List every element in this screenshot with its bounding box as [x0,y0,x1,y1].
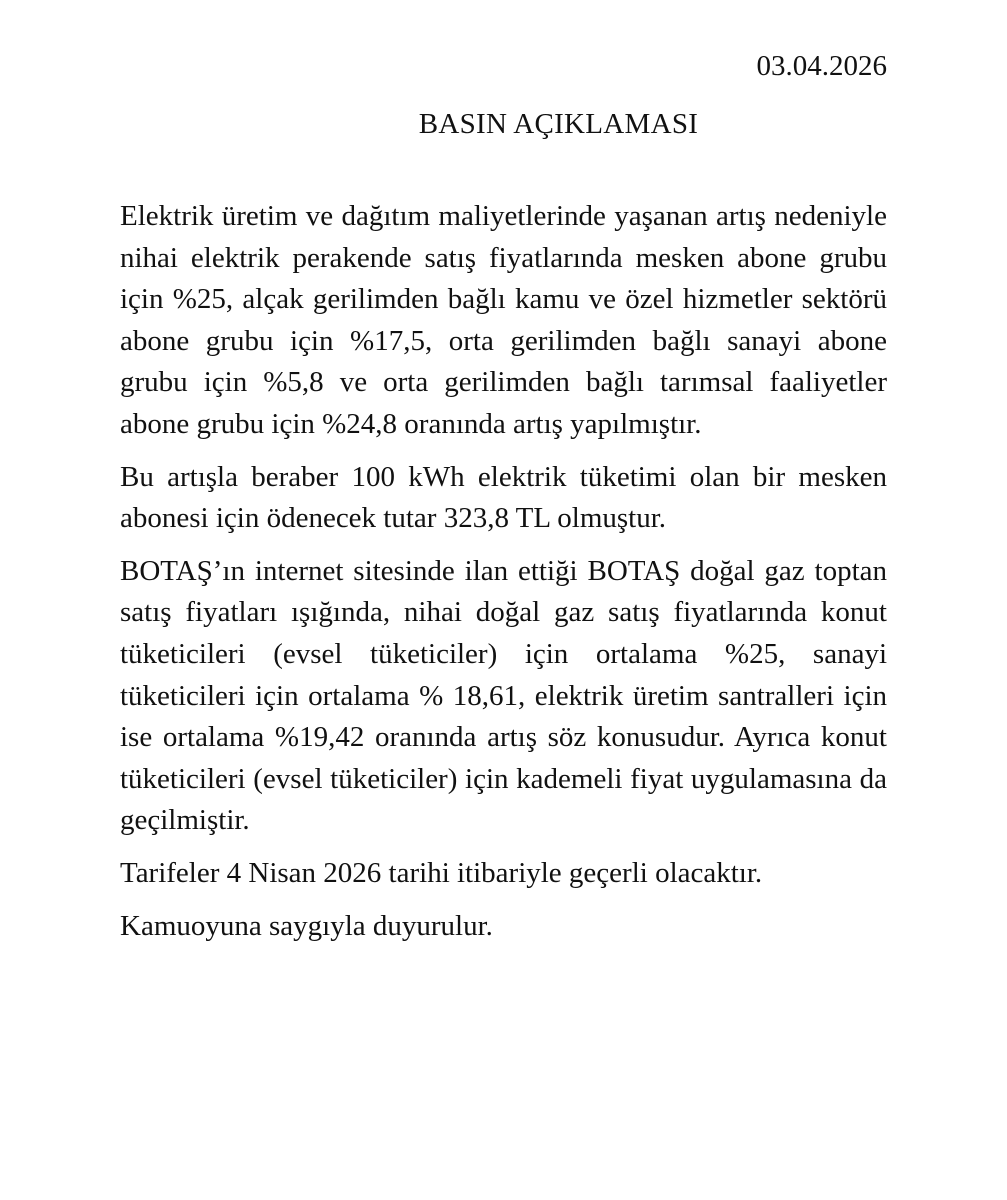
paragraph-effective-date: Tarifeler 4 Nisan 2026 tarihi itibariyle geçerli olacaktır. [120,856,763,889]
document-date: 03.04.2026 [756,50,887,82]
paragraph-electricity-increase: Elektrik üretim ve dağıtım maliyetlerinde yaşanan artış nedeniyle nihai elektrik perakende satış fiyatlarında mesken abone grubu için %25, alçak gerilimden bağlı kamu ve özel hizmetler sektörü abone grubu için %17,5, orta gerilimden bağlı sanayi abone grubu için %5,8 ve orta gerilimden bağlı tarımsal faaliyetler abone grubu için %24,8 oranında artış yapılmıştır. [120,200,887,440]
document-body [120,196,887,958]
paragraph-household-bill: Bu artışla beraber 100 kWh elektrik tüketimi olan bir mesken abonesi için ödenecek tutar 323,8 TL olmuştur. [120,460,887,535]
paragraph-natural-gas-increase: BOTAŞ’ın internet sitesinde ilan ettiği BOTAŞ doğal gaz toptan satış fiyatları ışığında, nihai doğal gaz satış fiyatlarında konut tüketicileri (evsel tüketiciler) için ortalama %25, sanayi tüketicileri için ortalama % 18,61, elektrik üretim santralleri için ise ortalama %19,42 oranında artış söz konusudur. Ayrıca konut tüketicileri (evsel tüketiciler) için kademeli fiyat uygulamasına da geçilmiştir. [120,554,887,837]
paragraph-closing: Kamuoyuna saygıyla duyurulur. [120,909,493,942]
document-title: BASIN AÇIKLAMASI [418,108,699,140]
